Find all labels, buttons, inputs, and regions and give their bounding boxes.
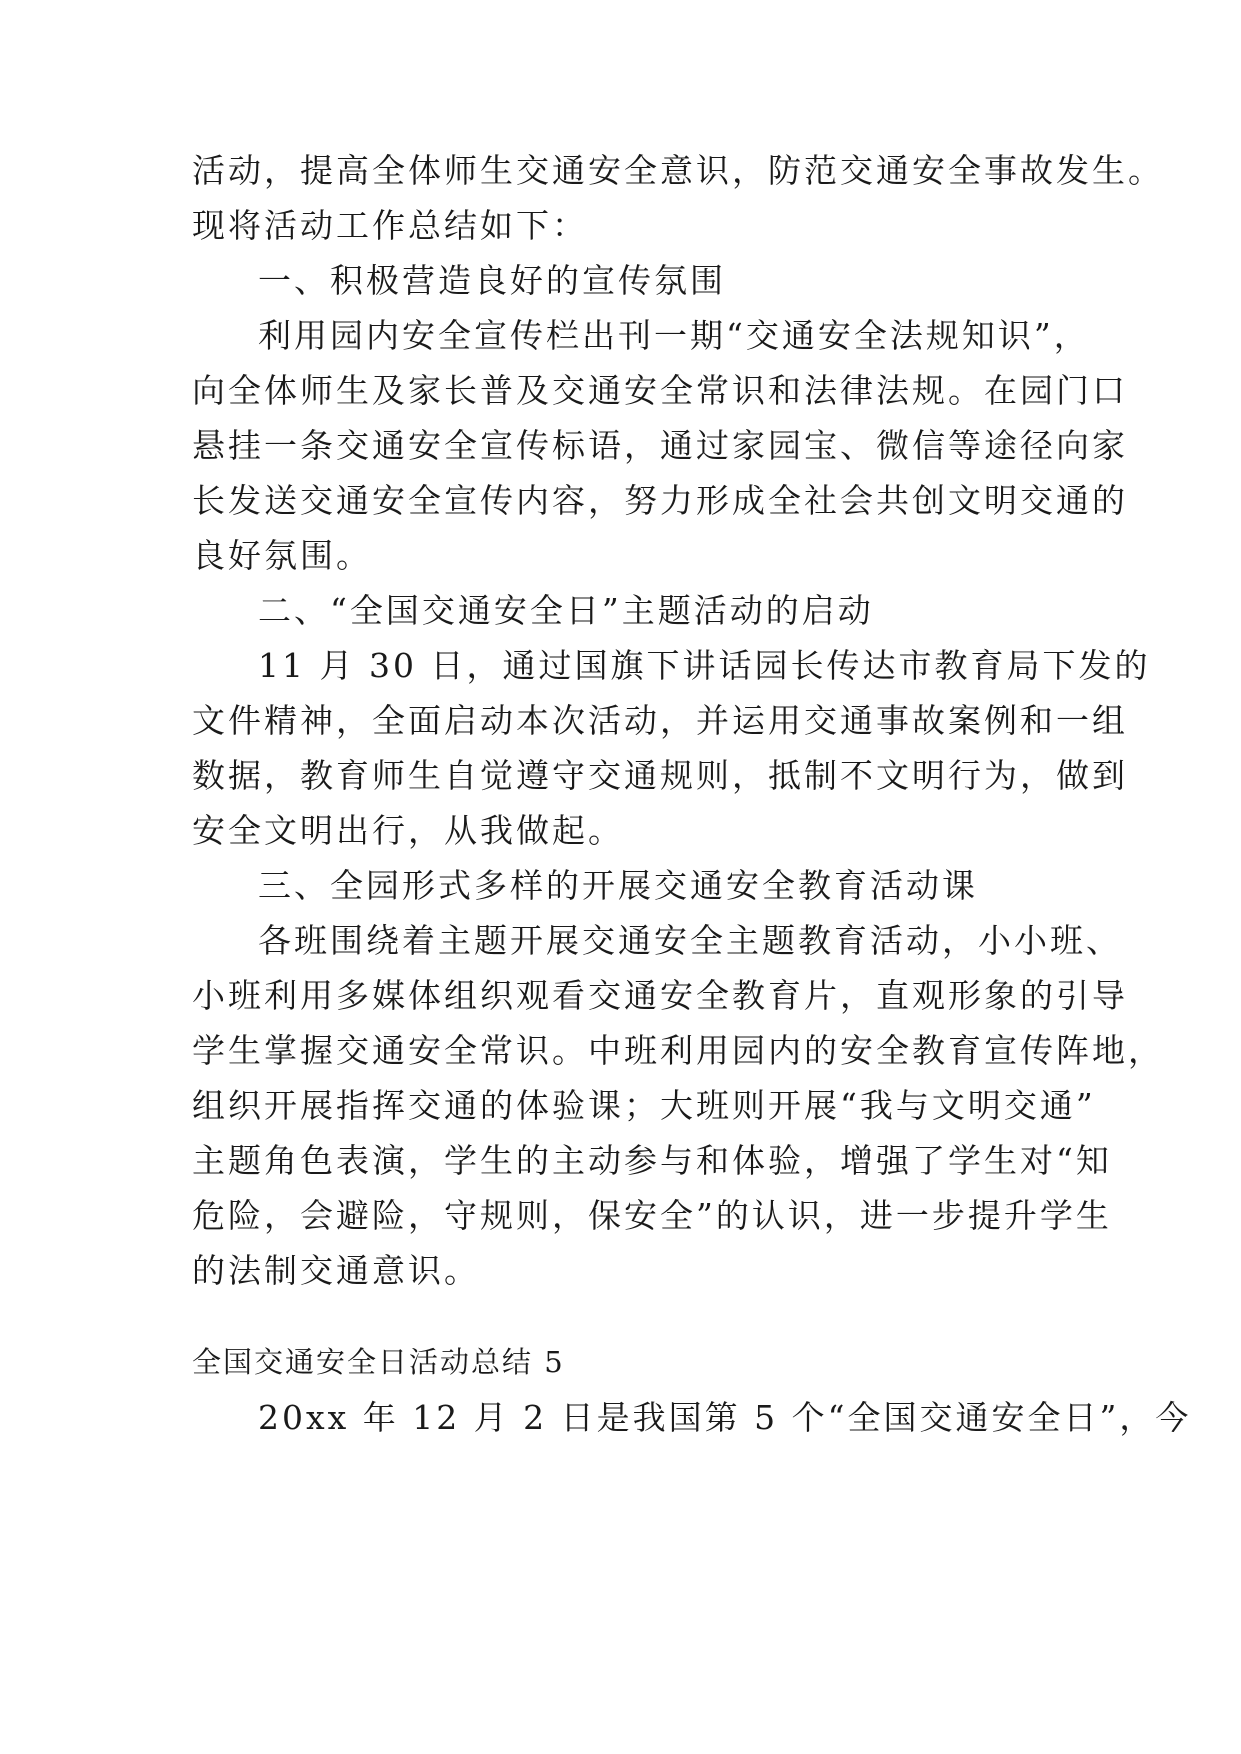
body-text-line: 小班利用多媒体组织观看交通安全教育片，直观形象的引导 [192, 976, 1128, 1015]
body-text-line: 各班围绕着主题开展交通安全主题教育活动，小小班、 [258, 921, 1122, 960]
body-text-line: 长发送交通安全宣传内容，努力形成全社会共创文明交通的 [192, 481, 1128, 520]
body-text-line: 学生掌握交通安全常识。中班利用园内的安全教育宣传阵地， [192, 1031, 1164, 1070]
body-text-line: 利用园内安全宣传栏出刊一期“交通安全法规知识”， [258, 316, 1090, 355]
body-text-line: 组织开展指挥交通的体验课；大班则开展“我与文明交通” [192, 1086, 1096, 1125]
body-text-line: 活动，提高全体师生交通安全意识，防范交通安全事故发生。 [192, 151, 1164, 190]
body-text-line: 主题角色表演，学生的主动参与和体验，增强了学生对“知 [192, 1141, 1112, 1180]
body-text-line: 20xx 年 12 月 2 日是我国第 5 个“全国交通安全日”，今 [258, 1398, 1192, 1437]
body-text-line: 现将活动工作总结如下： [192, 206, 588, 245]
body-text-line: 安全文明出行，从我做起。 [192, 811, 624, 850]
body-text-line: 悬挂一条交通安全宣传标语，通过家园宝、微信等途径向家 [192, 426, 1128, 465]
section-subheading: 一、积极营造良好的宣传氛围 [258, 261, 726, 300]
body-text-line: 的法制交通意识。 [192, 1251, 480, 1290]
body-text-line: 良好氛围。 [192, 536, 372, 575]
body-text-line: 11 月 30 日，通过国旗下讲话园长传达市教育局下发的 [258, 646, 1151, 685]
body-text-line: 数据，教育师生自觉遵守交通规则，抵制不文明行为，做到 [192, 756, 1128, 795]
section-heading: 全国交通安全日活动总结 5 [192, 1345, 565, 1379]
body-text-line: 文件精神，全面启动本次活动，并运用交通事故案例和一组 [192, 701, 1128, 740]
section-subheading: 二、“全国交通安全日”主题活动的启动 [258, 591, 874, 630]
body-text-line: 向全体师生及家长普及交通安全常识和法律法规。在园门口 [192, 371, 1128, 410]
body-text-line: 危险，会避险，守规则，保安全”的认识，进一步提升学生 [192, 1196, 1112, 1235]
section-subheading: 三、全园形式多样的开展交通安全教育活动课 [258, 866, 978, 905]
